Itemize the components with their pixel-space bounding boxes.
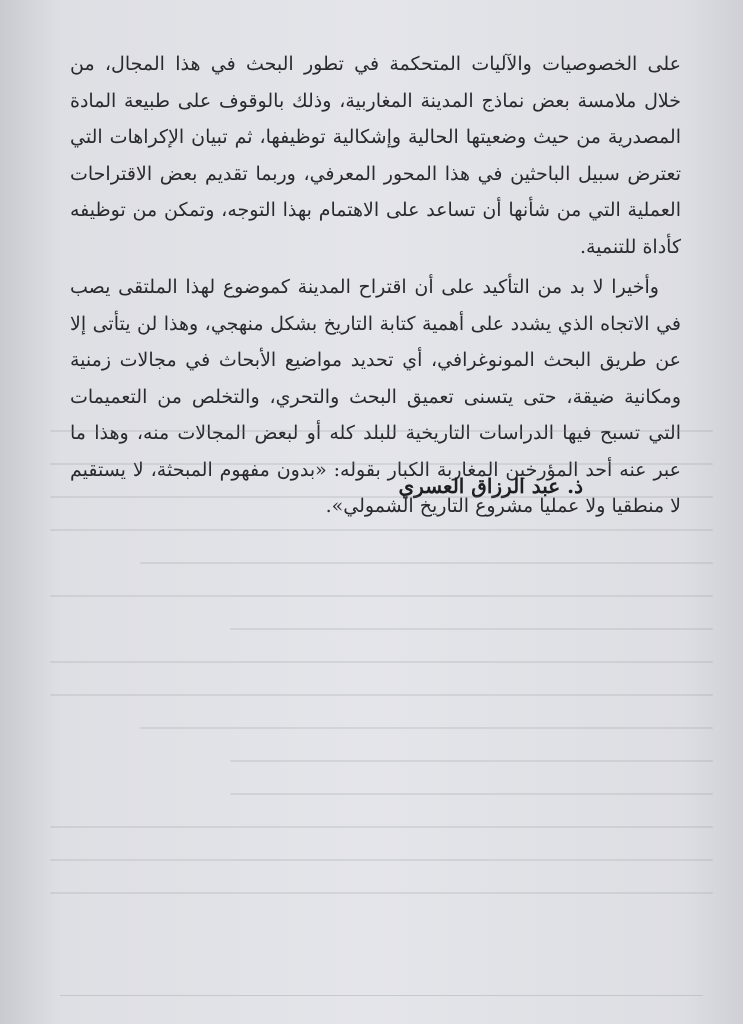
- show-through-footnote-rule: [60, 995, 703, 996]
- body-text: [70, 46, 681, 525]
- author-signature: ذ. عبد الرزاق العسري: [398, 474, 583, 498]
- paragraph-2: وأخيرا لا بد من التأكيد على أن اقتراح المدينة كموضوع لهذا الملتقى يصب في الاتجاه الذي يشدد على أهمية كتابة التاريخ بشكل منهجي، وهذا لن يتأتى إلا عن طريق البحث المونوغرافي، أي تحديد مواضيع الأبحاث في مجالات زمنية ومكانية ضيقة، حتى يتسنى تعميق البحث والتحري، والتخلص من التعميمات التي تسبح فيها الدراسات التاريخية للبلد كله أو لبعض المجالات منه، وهذا ما عبر عنه أحد المؤرخين المغاربة الكبار بقوله: «بدون مفهوم المبحثة، لا يستقيم لا منطقيا ولا عمليا مشروع التاريخ الشمولي».: [70, 276, 681, 517]
- paragraph-1: على الخصوصيات والآليات المتحكمة في تطور البحث في هذا المجال، من خلال ملامسة بعض نماذج المدينة المغاربية، وذلك بالوقوف على طبيعة المادة المصدرية من حيث وضعيتها الحالية وإشكالية توظيفها، ثم تبيان الإكراهات التي تعترض سبيل الباحثين في هذا المحور المعرفي، وربما تقديم بعض الاقتراحات العملية التي من شأنها أن تساعد على الاهتمام بهذا التوجه، وتمكن من توظيفه كأداة للتنمية.: [70, 53, 681, 258]
